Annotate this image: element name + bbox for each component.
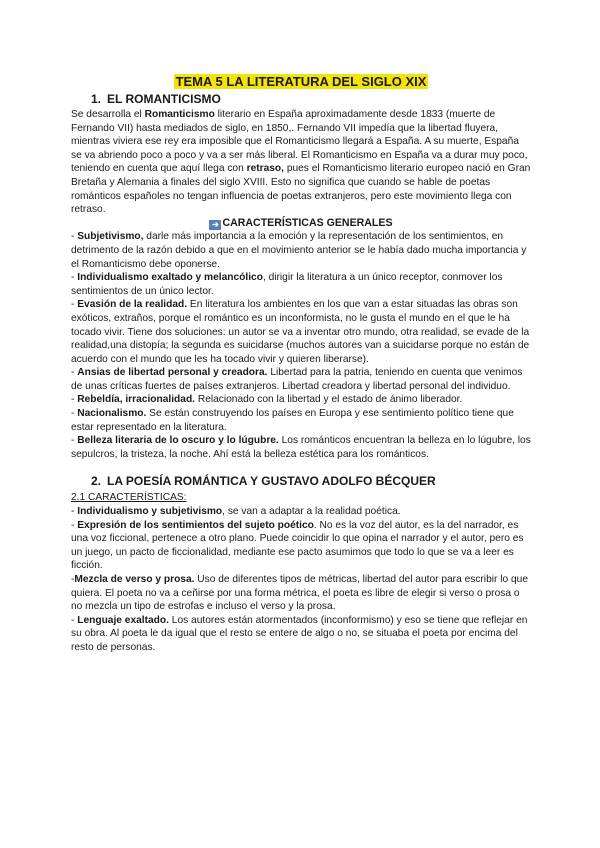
item-bold-term: Mezcla de verso y prosa.	[74, 574, 195, 585]
item-text: Los románticos encuentran la belleza en lo lúgubre, los sepulcros, la tristeza, la noche. Ahí está la belleza estética para los románticos.	[71, 435, 531, 460]
item-text: , se van a adaptar a la realidad poética.	[222, 506, 401, 518]
item-prefix: -	[71, 435, 78, 447]
item-bold-term: Belleza literaria de lo oscuro y lo lúgubre.	[77, 435, 279, 447]
characteristic-item-belleza	[71, 434, 531, 461]
item-bold-term: Evasión de la realidad.	[77, 299, 188, 311]
item-prefix: -	[71, 299, 78, 311]
section-1-intro-paragraph	[71, 108, 531, 217]
characteristic-item-nacionalismo	[71, 407, 531, 434]
intro-text-3: pues el Romanticismo literario europeo nació en Gran Bretaña y Alemania a finales del siglo XVIII. Esto no significa que cuando se hable de poetas románticos españoles no tengan influencia de poetas extranjeros, pero este movimiento llega con retraso.	[71, 163, 531, 216]
poetry-item-expresion	[71, 519, 531, 573]
item-bold-term: Rebeldía, irracionalidad.	[77, 394, 195, 406]
section-2-number: 2.	[91, 474, 102, 489]
item-text: Relacionado con la libertad y el estado de ánimo liberador.	[195, 394, 463, 406]
item-bold-term: Individualismo exaltado y melancólico	[77, 272, 263, 284]
item-prefix: -	[71, 272, 78, 284]
item-text: En literatura los ambientes en los que van a estar situadas las obras son exóticos, extraños, porque el romántico es un inconformista, no le gusta el mundo en el que le ha tocado vivir. Tiene dos soluciones: un autor se va a inventar otro mundo, otra realidad, se evade de la realidad,una distopía; la segunda es suicidarse (muchos autores van a suicidarse porque no están de acuerdo con el mundo que les ha tocado vivir y quieren liberarse).	[71, 299, 530, 365]
item-prefix: -	[71, 231, 78, 243]
item-prefix: -	[71, 574, 75, 585]
document-title	[71, 74, 531, 90]
characteristics-heading	[71, 217, 531, 231]
intro-text-1: Se desarrolla el	[71, 109, 145, 120]
document-page	[71, 74, 531, 655]
section-2-heading	[91, 474, 531, 489]
item-text: darle más importancia a la emoción y la representación de los sentimientos, en detrimento de la razón debido a que en el movimiento anterior se le había dado mucha importancia y el Romanticismo debe oponerse.	[71, 231, 527, 270]
characteristic-item-individualismo	[71, 271, 531, 298]
item-bold-term: Ansias de libertad personal y creadora.	[77, 367, 268, 379]
arrow-right-icon: ➔	[209, 220, 221, 230]
section-1-title: EL ROMANTICISMO	[107, 92, 221, 106]
section-1-heading	[91, 92, 531, 107]
title-highlight: TEMA 5 LA LITERATURA DEL SIGLO XIX	[175, 74, 427, 89]
poetry-item-individualismo	[71, 505, 531, 519]
poetry-item-mezcla	[71, 573, 531, 614]
item-text: Se están construyendo los países en Europa y ese sentimiento político tiene que estar representado en la literatura.	[71, 408, 514, 433]
subsection-2-1-heading: 2.1 CARACTERÍSTICAS:	[71, 492, 187, 504]
item-prefix: -	[71, 394, 78, 406]
item-bold-term: Nacionalismo.	[77, 408, 147, 420]
item-bold-term: Individualismo y subjetivismo	[77, 506, 223, 518]
item-prefix: -	[71, 614, 78, 626]
characteristic-item-subjetivismo	[71, 230, 531, 271]
item-text: Los autores están atormentados (inconformismo) y eso se tiene que reflejar en su obra. Al poeta le da igual que el resto se entere de algo o no, se situaba el poeta por encima del resto de personas.	[71, 614, 528, 653]
item-bold-term: Expresión de los sentimientos del sujeto poético	[77, 519, 314, 531]
intro-text-2: literario en España aproximadamente desde 1833 (muerte de Fernando VII) hasta mediados de siglo, en 1850,. Fernando VII impedía que la libertad fluyera, mientras viviera ese rey era imposible que el Romanticismo llegará a España. A su muerte, España se va abriendo poco a poco y va a ser más liberal. El Romanticismo en España va a durar muy poco, teniendo en cuenta que aquí llega con	[71, 109, 528, 175]
characteristic-item-evasion	[71, 298, 531, 366]
item-bold-term: Lenguaje exaltado.	[77, 614, 169, 626]
poetry-item-lenguaje	[71, 614, 531, 655]
item-text: Uso de diferentes tipos de métricas, libertad del autor para escribir lo que quiera. El poeta no va a ceñirse por una forma métrica, el poeta es libre de elegir si verso o prosa o no mezcla un tipo de estrofas e incluso el verso y la prosa.	[71, 574, 528, 613]
section-1-number: 1.	[91, 92, 102, 106]
item-text: Libertad para la patria, teniendo en cuenta que venimos de unas críticas fuertes de países extranjeros. Libertad creadora y libertad personal del individuo.	[71, 367, 523, 392]
characteristic-item-libertad	[71, 366, 531, 393]
item-bold-term: Subjetivismo,	[77, 231, 144, 243]
characteristics-heading-text: CARACTERÍSTICAS GENERALES	[222, 216, 393, 229]
section-2-title: LA POESÍA ROMÁNTICA Y GUSTAVO ADOLFO BÉCQUER	[107, 474, 436, 489]
item-prefix: -	[71, 408, 78, 420]
item-text: . No es la voz del autor, es la del narrador, es una voz ficcional, pertenece a otro plano. Puede coincidir lo que opina el narrador y el autor, pero es un juego, un pacto de ficcionalidad, mediante ese pacto asumimos que todo lo que se va a leer es ficción.	[71, 519, 524, 572]
item-prefix: -	[71, 367, 78, 379]
item-text: , dirigir la literatura a un único receptor, conmover los sentimientos de un único lector.	[71, 272, 503, 297]
item-prefix: -	[71, 519, 78, 531]
intro-bold-retraso: retraso,	[246, 163, 284, 175]
item-prefix: -	[71, 506, 78, 518]
intro-bold-romanticismo: Romanticismo	[144, 109, 215, 120]
characteristic-item-rebeldia	[71, 393, 531, 407]
